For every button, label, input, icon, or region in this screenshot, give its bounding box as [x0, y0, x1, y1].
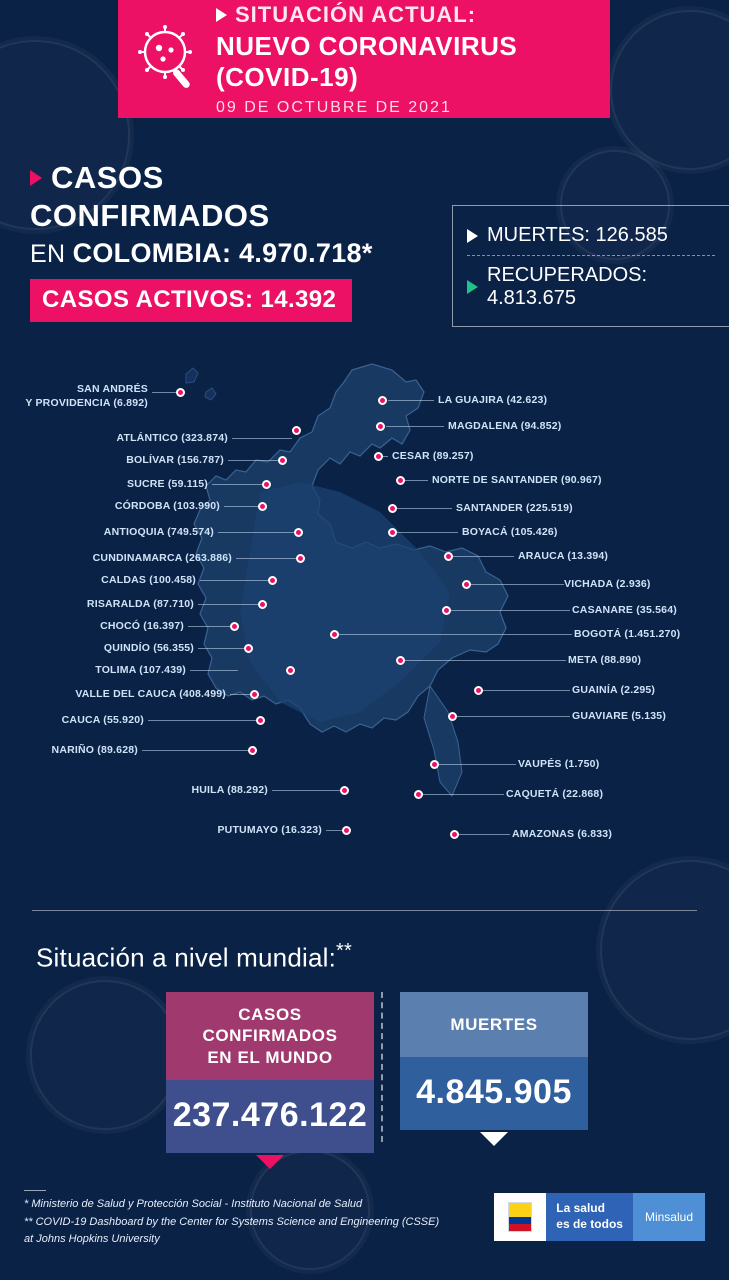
map-dot [378, 396, 387, 405]
leader-line [404, 660, 566, 661]
map-dot [444, 552, 453, 561]
map-label-cauca: CAUCA (55.920) [61, 714, 144, 726]
map-dot [278, 456, 287, 465]
world-confirmed-card [166, 992, 374, 1169]
map-dot [448, 712, 457, 721]
map-dot [462, 580, 471, 589]
map-dot [244, 644, 253, 653]
map-dot [262, 480, 271, 489]
map-label-guainia: GUAINÍA (2.295) [572, 684, 656, 696]
map-dot [396, 656, 405, 665]
section-divider [32, 910, 697, 911]
leader-line [438, 764, 516, 765]
map-label-tolima: TOLIMA (107.439) [95, 664, 186, 676]
leader-line [198, 604, 260, 605]
map-label-amazonas: AMAZONAS (6.833) [512, 828, 613, 840]
map-label-santander: SANTANDER (225.519) [456, 502, 573, 514]
world-confirmed-arrow-icon [256, 1155, 284, 1169]
cases-line2: CONFIRMADOS [30, 198, 270, 233]
map-label-magdalena: MAGDALENA (94.852) [448, 420, 562, 432]
map-label-vichada: VICHADA (2.936) [564, 578, 651, 590]
header-triangle-icon [216, 8, 227, 22]
map-dot [474, 686, 483, 695]
logo-minsalud-label: Minsalud [633, 1193, 705, 1241]
stat-deaths [453, 218, 729, 253]
leader-line [142, 750, 250, 751]
logo-slogan-line1: La salud [556, 1201, 605, 1216]
world-section-title [36, 940, 352, 974]
stats-panel [452, 205, 729, 327]
map-label-arauca: ARAUCA (13.394) [518, 550, 609, 562]
leader-line [338, 634, 572, 635]
world-confirmed-value: 237.476.122 [166, 1080, 374, 1153]
leader-line [188, 626, 232, 627]
leader-line [230, 694, 252, 695]
map-dot [258, 502, 267, 511]
leader-line [386, 426, 444, 427]
logo-slogan [546, 1193, 633, 1241]
map-label-narino: NARIÑO (89.628) [51, 744, 138, 756]
map-label-boyaca: BOYACÁ (105.426) [462, 526, 558, 538]
map-label-norte-de-santander: NORTE DE SANTANDER (90.967) [432, 474, 602, 486]
footnote-two: ** COVID-19 Dashboard by the Center for Systems Science and Engineering (CSSE) [24, 1215, 440, 1228]
map-label-risaralda: RISARALDA (87.710) [86, 598, 194, 610]
background-virus-decoration [610, 10, 729, 170]
leader-line [382, 456, 388, 457]
map-dot [292, 426, 301, 435]
map-label-san-andres [18, 382, 148, 410]
map-dot [250, 690, 259, 699]
map-label-guaviare: GUAVIARE (5.135) [572, 710, 667, 722]
map-label-sucre: SUCRE (59.115) [126, 478, 208, 490]
map-dot [268, 576, 277, 585]
virus-magnifier-icon [134, 24, 204, 94]
stat-recovered-label: RECUPERADOS: 4.813.675 [487, 264, 648, 309]
map-dot [294, 528, 303, 537]
map-label-meta: META (88.890) [568, 654, 642, 666]
map-label-quindio: QUINDÍO (56.355) [103, 642, 194, 654]
cases-line3-prefix: EN [30, 240, 73, 268]
world-confirmed-header [166, 992, 374, 1080]
map-label-san-andres-line1: SAN ANDRÉS [76, 383, 148, 395]
map-label-putumayo: PUTUMAYO (16.323) [217, 824, 322, 836]
map-label-cundinamarca: CUNDINAMARCA (263.886) [92, 552, 232, 564]
background-virus-decoration [30, 980, 180, 1130]
cases-total: COLOMBIA: 4.970.718* [72, 238, 373, 268]
cases-line3 [30, 238, 430, 269]
map-label-caqueta: CAQUETÁ (22.868) [506, 788, 604, 800]
world-deaths-header [400, 992, 588, 1057]
world-section-title-text: Situación a nivel mundial: [36, 942, 337, 973]
map-label-antioquia: ANTIOQUIA (749.574) [103, 526, 214, 538]
leader-line [388, 400, 434, 401]
map-dot [176, 388, 185, 397]
map-dot [388, 528, 397, 537]
leader-line [450, 610, 570, 611]
map-label-choco: CHOCÓ (16.397) [100, 620, 184, 632]
world-deaths-arrow-icon [480, 1132, 508, 1146]
world-deaths-card [400, 992, 588, 1146]
leader-line [236, 558, 298, 559]
footnote-one: * Ministerio de Salud y Protección Social - Instituto Nacional de Salud [24, 1198, 363, 1210]
map-dot [388, 504, 397, 513]
footnotes [24, 1196, 454, 1249]
world-cards-divider [381, 992, 383, 1142]
leader-line [470, 584, 564, 585]
footnote-rule [24, 1190, 46, 1191]
cases-line1: CASOS [51, 160, 164, 195]
header-line2: NUEVO CORONAVIRUS (COVID-19) [216, 30, 518, 92]
map-label-cesar: CESAR (89.257) [392, 450, 474, 462]
leader-line [458, 834, 510, 835]
map-label-san-andres-line2: Y PROVIDENCIA (6.892) [25, 397, 148, 410]
logo-slogan-line2: es de todos [556, 1217, 623, 1231]
white-triangle-icon [467, 229, 478, 243]
pink-triangle-icon [30, 170, 42, 186]
map-dot [430, 760, 439, 769]
world-title-footnote-marker: ** [336, 940, 353, 962]
world-deaths-value: 4.845.905 [400, 1057, 588, 1130]
stat-deaths-label: MUERTES: 126.585 [487, 224, 668, 246]
map-label-bogota: BOGOTÁ (1.451.270) [574, 628, 681, 640]
map-label-caldas: CALDAS (100.458) [101, 574, 196, 586]
map-dot [396, 476, 405, 485]
map-dot [256, 716, 265, 725]
leader-line [198, 648, 246, 649]
leader-line [228, 460, 278, 461]
leader-line [396, 532, 458, 533]
leader-line [272, 790, 342, 791]
map-dot [258, 600, 267, 609]
active-cases-badge: CASOS ACTIVOS: 14.392 [30, 279, 352, 322]
map-label-cordoba: CÓRDOBA (103.990) [114, 500, 220, 512]
leader-line [396, 508, 452, 509]
map-dot [230, 622, 239, 631]
map-dot [450, 830, 459, 839]
map-dot [442, 606, 451, 615]
map-label-atlantico: ATLÁNTICO (323.874) [116, 432, 228, 444]
leader-line [224, 506, 260, 507]
colombia-flag-icon [508, 1202, 532, 1232]
map-dot [296, 554, 305, 563]
stats-divider [467, 255, 715, 256]
world-deaths-header-line1: MUERTES [450, 1015, 538, 1034]
map-label-vaupes: VAUPÉS (1.750) [518, 758, 600, 770]
minsalud-logo [494, 1193, 705, 1241]
leader-line [212, 484, 264, 485]
map-label-bolivar: BOLÍVAR (156.787) [126, 454, 224, 466]
leader-line [148, 720, 258, 721]
map-dot [330, 630, 339, 639]
world-confirmed-header-line2: EN EL MUNDO [207, 1047, 333, 1067]
colombia-cases-block [30, 160, 430, 322]
leader-line [452, 556, 514, 557]
leader-line [456, 716, 570, 717]
leader-line [232, 438, 292, 439]
leader-line [190, 670, 238, 671]
leader-line [218, 532, 296, 533]
leader-line [404, 480, 428, 481]
map-dot [414, 790, 423, 799]
map-dot [374, 452, 383, 461]
leader-line [200, 580, 270, 581]
map-dot [340, 786, 349, 795]
colombia-map [0, 352, 729, 912]
map-label-la-guajira: LA GUAJIRA (42.623) [438, 394, 548, 406]
footnote-three: at Johns Hopkins University [24, 1233, 160, 1246]
colombia-shield-icon [494, 1193, 546, 1241]
map-label-casanare: CASANARE (35.564) [572, 604, 677, 616]
world-confirmed-header-line1: CASOS CONFIRMADOS [202, 1005, 338, 1046]
leader-line [482, 690, 570, 691]
header-date: 09 DE OCTUBRE DE 2021 [216, 98, 452, 116]
stat-recovered [453, 258, 729, 316]
map-dot [342, 826, 351, 835]
green-triangle-icon [467, 280, 478, 294]
map-label-huila: HUILA (88.292) [191, 784, 268, 796]
leader-line [422, 794, 504, 795]
map-label-valle-del-cauca: VALLE DEL CAUCA (408.499) [75, 688, 226, 700]
map-dot [248, 746, 257, 755]
map-dot [376, 422, 385, 431]
map-dot [286, 666, 295, 675]
header-banner [118, 0, 610, 118]
header-line1: SITUACIÓN ACTUAL: [235, 1, 477, 27]
